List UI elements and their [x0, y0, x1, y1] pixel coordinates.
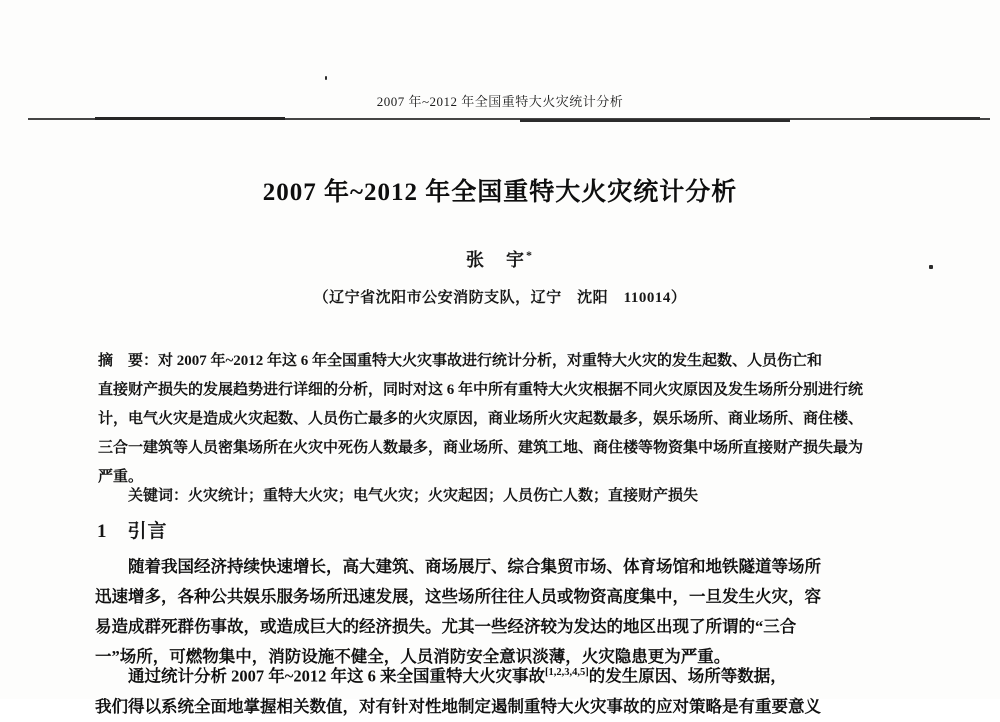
- section-title: 引言: [127, 521, 168, 542]
- paragraph-text: 的发生原因、场所等数据，: [588, 666, 787, 686]
- abstract-section: [98, 347, 908, 492]
- text-line: [95, 658, 909, 692]
- author-name: 张 宇: [466, 250, 526, 270]
- clipped-text-line: 我们得以系统全面地掌握相关数值，对有针对性地制定遏制重特大火灾事故的应对策略是有重要意义: [95, 696, 821, 716]
- section-heading: [97, 516, 168, 543]
- paper-title: 2007 年~2012 年全国重特大火灾统计分析: [262, 179, 738, 206]
- affiliation: （辽宁省沈阳市公安消防支队，辽宁 沈阳 110014）: [313, 290, 687, 306]
- text-line: 一”场所，可燃物集中，消防设施不健全，人员消防安全意识淡薄，火灾隐患更为严重。: [95, 647, 731, 666]
- scan-artifact-dot: [325, 76, 327, 80]
- intro-paragraph-2: [95, 658, 909, 716]
- author-footnote-mark: *: [526, 248, 534, 262]
- header-rule-segment: [520, 119, 790, 122]
- intro-paragraph-1: [95, 552, 909, 672]
- text-line: 三合一建筑等人员密集场所在火灾中死伤人数最多，商业场所、建筑工地、商住楼等物资集中场所直接财产损失最为: [98, 440, 864, 456]
- header-rule-segment: [870, 117, 980, 120]
- text-line: 严重。: [98, 469, 144, 485]
- text-line: 计，电气火灾是造成火灾起数、人员伤亡最多的火灾原因，商业场所火灾起数最多，娱乐场所、商业场所、商住楼、: [98, 411, 864, 427]
- text-line: 摘 要：对 2007 年~2012 年这 6 年全国重特大火灾事故进行统计分析，对重特大火灾的发生起数、人员伤亡和: [98, 353, 823, 369]
- text-line: 迅速增多，各种公共娱乐服务场所迅速发展，这些场所往往人员或物资高度集中，一旦发生火灾，容: [95, 587, 821, 606]
- text-line: 直接财产损失的发展趋势进行详细的分析，同时对这 6 年中所有重特大火灾根据不同火灾原因及发生场所分别进行统: [98, 382, 864, 398]
- keywords-line: 关键词：火灾统计；重特大火灾；电气火灾；火灾起因；人员伤亡人数；直接财产损失: [128, 488, 699, 504]
- text-line: 易造成群死群伤事故，或造成巨大的经济损失。尤其一些经济较为发达的地区出现了所谓的“三合: [95, 617, 797, 636]
- header-rule-segment: [95, 117, 285, 120]
- section-number: 1: [97, 521, 108, 542]
- running-head: 2007 年~2012 年全国重特大火灾统计分析: [376, 94, 624, 109]
- paragraph-text: 通过统计分析 2007 年~2012 年这 6 来全国重特大火灾事故: [95, 666, 545, 686]
- citation-superscript: [1,2,3,4,5]: [544, 667, 589, 678]
- author-line: [0, 246, 1000, 272]
- text-line: 随着我国经济持续快速增长，高大建筑、商场展厅、综合集贸市场、体育场馆和地铁隧道等场所: [95, 557, 821, 576]
